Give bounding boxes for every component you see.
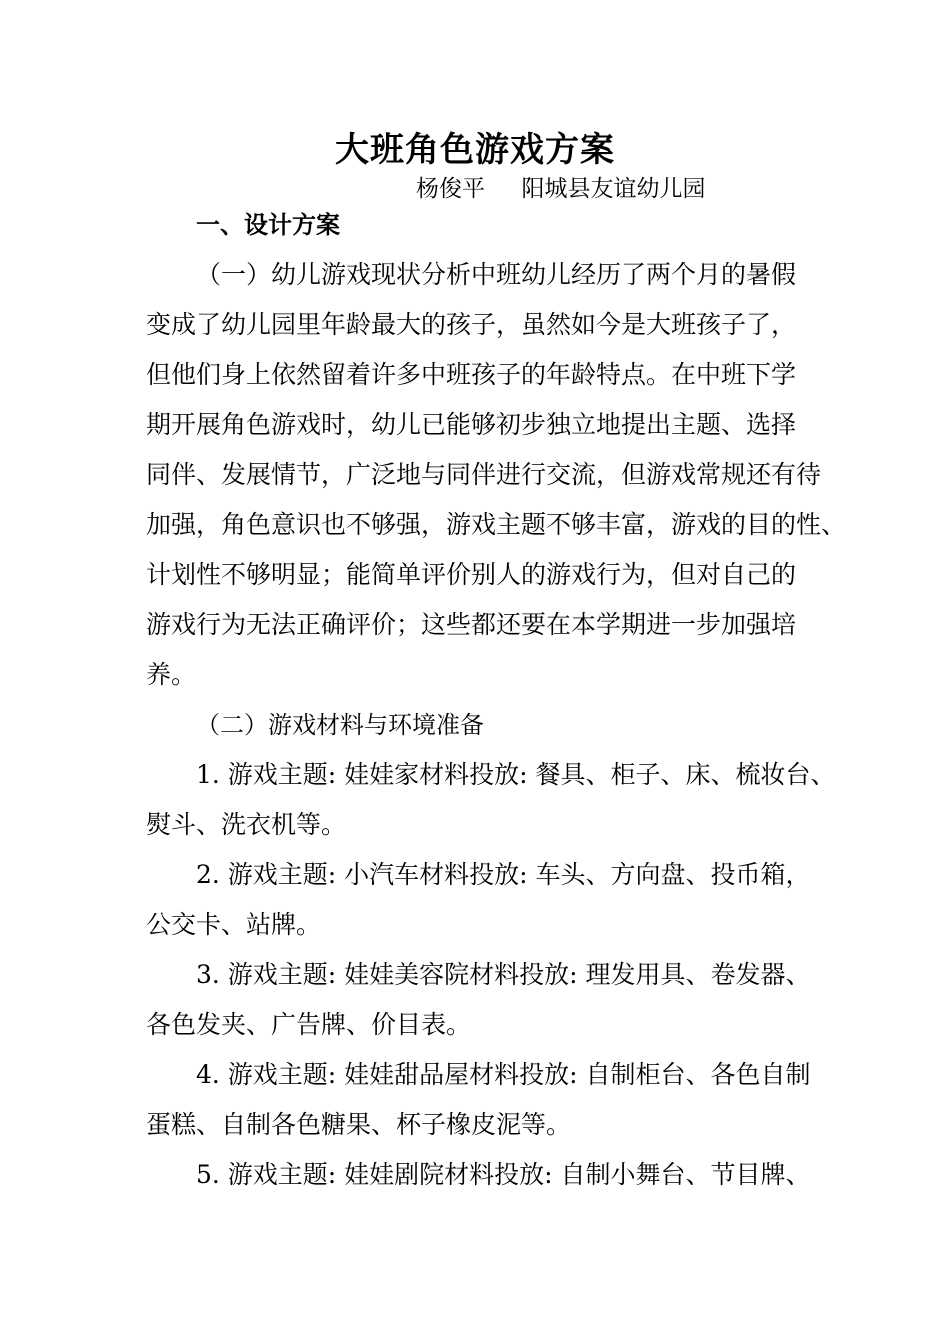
- paragraph-line: 但他们身上依然留着许多中班孩子的年龄特点。在中班下学: [146, 360, 797, 389]
- paragraph-line: 计划性不够明显；能简单评价别人的游戏行为，但对自己的: [146, 560, 797, 589]
- list-item-line: 蛋糕、自制各色糖果、杯子橡皮泥等。: [146, 1110, 572, 1139]
- paragraph-line: （一）幼儿游戏现状分析中班幼儿经历了两个月的暑假: [196, 260, 797, 289]
- list-item-line: 4. 游戏主题: 娃娃甜品屋材料投放: 自制柜台、各色自制: [196, 1060, 811, 1089]
- paragraph-line: 游戏行为无法正确评价；这些都还要在本学期进一步加强培: [146, 610, 797, 639]
- section-heading: 一、设计方案: [196, 211, 340, 239]
- document-title: 大班角色游戏方案: [335, 130, 615, 170]
- list-item-line: 2. 游戏主题: 小汽车材料投放: 车头、方向盘、投币箱，: [196, 860, 811, 889]
- paragraph-line: 变成了幼儿园里年龄最大的孩子，虽然如今是大班孩子了，: [146, 310, 797, 339]
- list-item-line: 公交卡、站牌。: [146, 910, 322, 939]
- subheading: （二）游戏材料与环境准备: [196, 711, 484, 739]
- paragraph-line: 加强，角色意识也不够强，游戏主题不够丰富，游戏的目的性、: [146, 510, 847, 539]
- paragraph-line: 同伴、发展情节，广泛地与同伴进行交流，但游戏常规还有待: [146, 460, 822, 489]
- list-item-line: 1. 游戏主题: 娃娃家材料投放: 餐具、柜子、床、梳妆台、: [196, 760, 836, 789]
- list-item-line: 各色发夹、广告牌、价目表。: [146, 1010, 472, 1039]
- list-item-line: 5. 游戏主题: 娃娃剧院材料投放: 自制小舞台、节目牌、: [196, 1160, 811, 1189]
- paragraph-line: 养。: [146, 660, 197, 689]
- author-line: 杨俊平 阳城县友谊幼儿园: [416, 176, 706, 202]
- paragraph-line: 期开展角色游戏时，幼儿已能够初步独立地提出主题、选择: [146, 410, 797, 439]
- list-item-line: 熨斗、洗衣机等。: [146, 810, 347, 839]
- list-item-line: 3. 游戏主题: 娃娃美容院材料投放: 理发用具、卷发器、: [196, 960, 811, 989]
